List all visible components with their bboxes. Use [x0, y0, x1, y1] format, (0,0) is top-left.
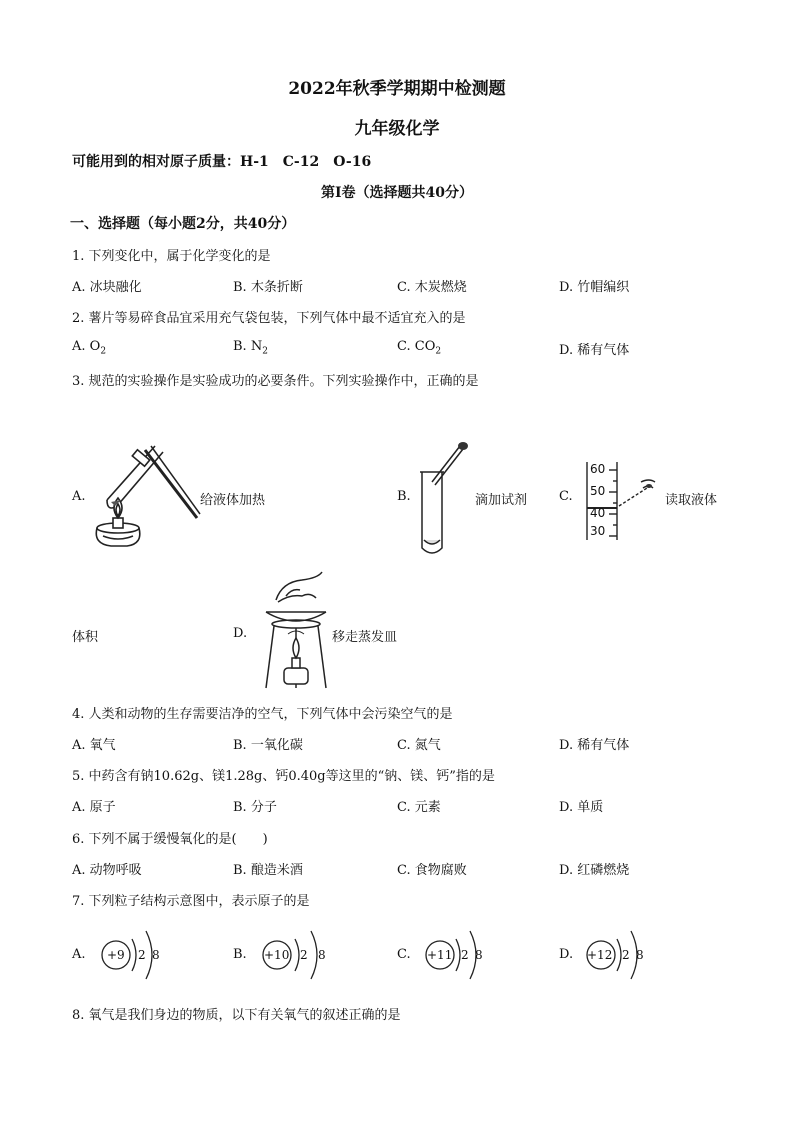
q3-option-d-letter: D.: [233, 626, 248, 641]
q1-option-d: D. 竹帽编织: [559, 280, 630, 295]
question-8-stem: 8. 氧气是我们身边的物质，以下有关氧气的叙述正确的是: [72, 1008, 401, 1023]
atomic-mass-note: 可能用到的相对原子质量：H-1 C-12 O-16: [72, 154, 372, 170]
q7-option-a-letter: A.: [72, 947, 86, 962]
atom-d-shell-2: 8: [636, 948, 644, 962]
q2-option-d: D. 稀有气体: [559, 343, 630, 358]
liquid-heating-diagram: [85, 440, 205, 555]
section-heading: 一、选择题（每小题2分，共40分）: [70, 216, 296, 232]
dropper-diagram: [418, 440, 468, 558]
q2-option-b: B. $N_2$: [233, 339, 268, 357]
question-1-stem: 1. 下列变化中，属于化学变化的是: [72, 249, 271, 264]
q3-option-b-label: 滴加试剂: [475, 493, 528, 508]
atom-c-shell-1: 2: [461, 948, 469, 962]
atom-a-shell-2: 8: [152, 948, 160, 962]
q5-option-c: C. 元素: [397, 800, 441, 815]
q5-option-d: D. 单质: [559, 800, 604, 815]
exam-title: 2022年秋季学期期中检测题: [288, 79, 506, 99]
q4-option-d: D. 稀有气体: [559, 738, 630, 753]
q4-option-b: B. 一氧化碳: [233, 738, 303, 753]
question-5-stem: 5. 中药含有钠10.62g、镁1.28g、钙0.40g等这里的“钠、镁、钙”指的是: [72, 769, 495, 784]
atom-c-shell-2: 8: [475, 948, 483, 962]
atom-b-shell-2: 8: [318, 948, 326, 962]
q3-option-d-label: 移走蒸发皿: [332, 630, 398, 645]
atom-c-nucleus: +11: [427, 948, 453, 962]
q7-option-d-letter: D.: [559, 947, 574, 962]
atom-a-shell-1: 2: [138, 948, 146, 962]
evaporating-dish-diagram: [262, 572, 332, 692]
atom-d-nucleus: +12: [587, 948, 613, 962]
volume-heading: 第Ⅰ卷（选择题共40分）: [320, 185, 474, 201]
q4-option-c: C. 氮气: [397, 738, 441, 753]
exam-subtitle: 九年级化学: [354, 119, 440, 139]
atom-a-nucleus: +9: [107, 948, 125, 962]
q6-option-d: D. 红磷燃烧: [559, 863, 630, 878]
q3-option-a-letter: A.: [72, 489, 86, 504]
atom-d-shell-1: 2: [622, 948, 630, 962]
q3-option-c-label: 读取液体: [665, 493, 718, 508]
q2-option-a: A. $O_2$: [72, 339, 107, 357]
q3-option-c-label-continued: 体积: [72, 630, 99, 645]
question-2-stem: 2. 薯片等易碎食品宜采用充气袋包装，下列气体中最不适宜充入的是: [72, 311, 466, 326]
q7-option-b-letter: B.: [233, 947, 247, 962]
q1-option-b: B. 木条折断: [233, 280, 303, 295]
q5-option-b: B. 分子: [233, 800, 277, 815]
q1-option-a: A. 冰块融化: [72, 280, 142, 295]
cylinder-tick-30: 30: [590, 524, 606, 538]
q1-option-c: C. 木炭燃烧: [397, 280, 467, 295]
q2-option-c: C. $CO_2$: [397, 339, 442, 357]
atom-b-nucleus: +10: [264, 948, 290, 962]
q6-option-a: A. 动物呼吸: [72, 863, 142, 878]
cylinder-tick-60: 60: [590, 462, 606, 476]
q6-option-b: B. 酿造米酒: [233, 863, 303, 878]
q7-option-c-letter: C.: [397, 947, 411, 962]
question-3-stem: 3. 规范的实验操作是实验成功的必要条件。下列实验操作中，正确的是: [72, 374, 479, 389]
q3-option-b-letter: B.: [397, 489, 411, 504]
question-4-stem: 4. 人类和动物的生存需要洁净的空气，下列气体中会污染空气的是: [72, 707, 453, 722]
q4-option-a: A. 氧气: [72, 738, 116, 753]
q3-option-c-letter: C.: [559, 489, 573, 504]
q5-option-a: A. 原子: [72, 800, 116, 815]
q6-option-c: C. 食物腐败: [397, 863, 467, 878]
q3-option-a-label: 给液体加热: [200, 493, 266, 508]
cylinder-tick-40: 40: [590, 506, 606, 520]
cylinder-tick-50: 50: [590, 484, 606, 498]
atom-b-shell-1: 2: [300, 948, 308, 962]
question-6-stem: 6. 下列不属于缓慢氧化的是( ): [72, 832, 268, 847]
question-7-stem: 7. 下列粒子结构示意图中，表示原子的是: [72, 894, 310, 909]
